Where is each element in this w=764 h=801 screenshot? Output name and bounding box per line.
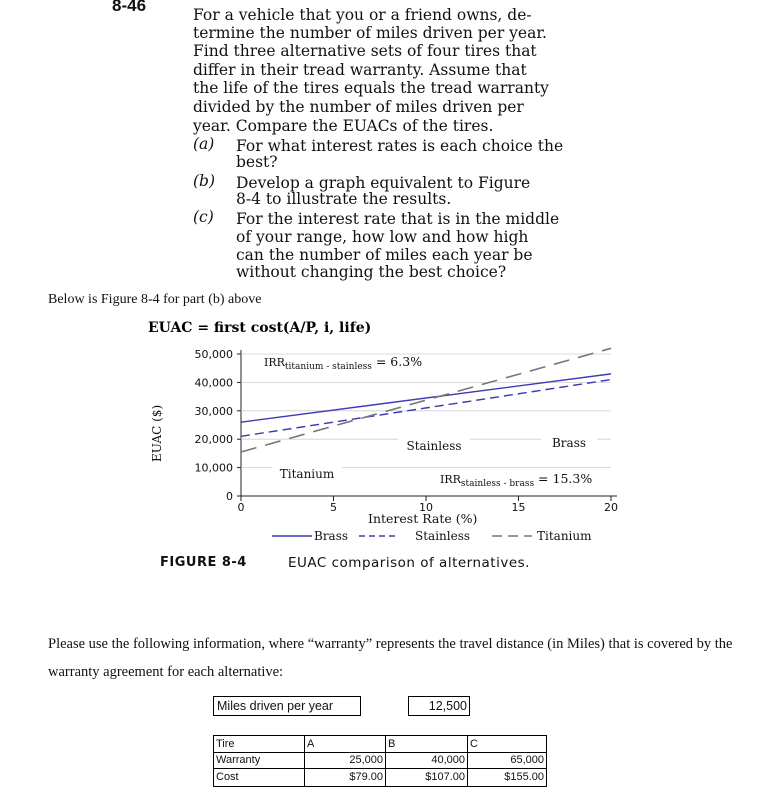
cost-b[interactable]: $107.00	[425, 771, 465, 783]
miles-label-cell[interactable]: Miles driven per year	[213, 696, 361, 716]
warranty-a[interactable]: 25,000	[349, 754, 383, 766]
series-line-stainless	[241, 380, 611, 437]
legend-label-stainless: Stainless	[415, 529, 471, 543]
part-c-line: without changing the best choice?	[236, 263, 507, 281]
problem-line: differ in their tread warranty. Assume that	[193, 61, 527, 79]
figure-intro: Below is Figure 8-4 for part (b) above	[48, 292, 262, 307]
part-c-line: For the interest rate that is in the middle	[236, 210, 560, 228]
region-label-titanium: Titanium	[279, 467, 335, 481]
figure-8-4	[0, 310, 764, 580]
x-tick-label: 10	[419, 501, 433, 514]
part-c-line: of your range, how low and how high	[236, 228, 529, 246]
part-a-line: For what interest rates is each choice the	[236, 137, 564, 155]
part-b-tag: (b)	[193, 172, 216, 190]
part-c-tag: (c)	[193, 208, 214, 226]
figure-caption-number: FIGURE 8-4	[160, 555, 247, 570]
part-a-line: best?	[236, 153, 278, 171]
legend-label-titanium: Titanium	[537, 529, 592, 543]
x-tick-label: 20	[604, 501, 618, 514]
problem-line: year. Compare the EUACs of the tires.	[193, 117, 494, 135]
y-tick-label: 50,000	[194, 348, 233, 361]
series-line-brass	[241, 374, 611, 422]
problem-line: Find three alternative sets of four tires that	[193, 42, 537, 60]
y-tick-label: 40,000	[194, 376, 233, 390]
part-a-tag: (a)	[193, 135, 215, 153]
problem-line: termine the number of miles driven per year.	[193, 24, 547, 42]
irr-annotation: $IRR_{titanium - stainless} = 6.3\%$	[264, 354, 423, 372]
column-header-b[interactable]: B	[388, 738, 396, 750]
warranty-b[interactable]: 40,000	[431, 754, 465, 766]
warranty-c[interactable]: 65,000	[510, 754, 544, 766]
chart-formula: EUAC = first cost(A/P, i, life)	[148, 320, 372, 336]
instructions: Please use the following information, where “warranty” represents the travel distance (in Miles) that is covered by the warranty agreement for each alternative:	[48, 636, 733, 680]
irr-annotation: $IRR_{stainless - brass} = 15.3\%$	[440, 471, 593, 489]
y-tick-label: 30,000	[194, 404, 233, 418]
legend-label-brass: Brass	[314, 529, 349, 543]
figure-caption-text: EUAC comparison of alternatives.	[288, 555, 530, 571]
region-label-stainless: Stainless	[406, 439, 462, 453]
x-tick-label: 0	[237, 501, 245, 514]
column-header-a[interactable]: A	[307, 738, 315, 750]
row-label-warranty[interactable]: Warranty	[216, 754, 261, 766]
part-b-line: 8-4 to illustrate the results.	[236, 190, 452, 208]
row-label-cost[interactable]: Cost	[216, 771, 239, 783]
problem-number: 8-46	[112, 0, 147, 15]
row-label-tire[interactable]: Tire	[216, 738, 235, 750]
y-tick-label: 10,000	[194, 461, 233, 475]
y-tick-label: 20,000	[194, 433, 233, 447]
part-c-line: can the number of miles each year be	[236, 246, 533, 264]
column-header-c[interactable]: C	[470, 738, 478, 750]
x-tick-label: 15	[511, 501, 526, 514]
region-label-brass: Brass	[551, 436, 587, 450]
cost-a[interactable]: $79.00	[349, 771, 383, 783]
y-axis-label: EUAC ($)	[150, 404, 164, 462]
problem-line: the life of the tires equals the tread warranty	[193, 79, 549, 97]
problem-line: For a vehicle that you or a friend owns, de-	[193, 6, 532, 24]
x-axis-label: Interest Rate (%)	[368, 511, 478, 526]
miles-value-cell[interactable]: 12,500	[408, 696, 470, 716]
cost-c[interactable]: $155.00	[504, 771, 544, 783]
y-tick-label: 0	[226, 490, 233, 503]
euac-chart	[0, 310, 764, 580]
problem-line: divided by the number of miles driven per	[193, 98, 524, 116]
part-b-line: Develop a graph equivalent to Figure	[236, 174, 531, 192]
x-tick-label: 5	[330, 501, 337, 514]
